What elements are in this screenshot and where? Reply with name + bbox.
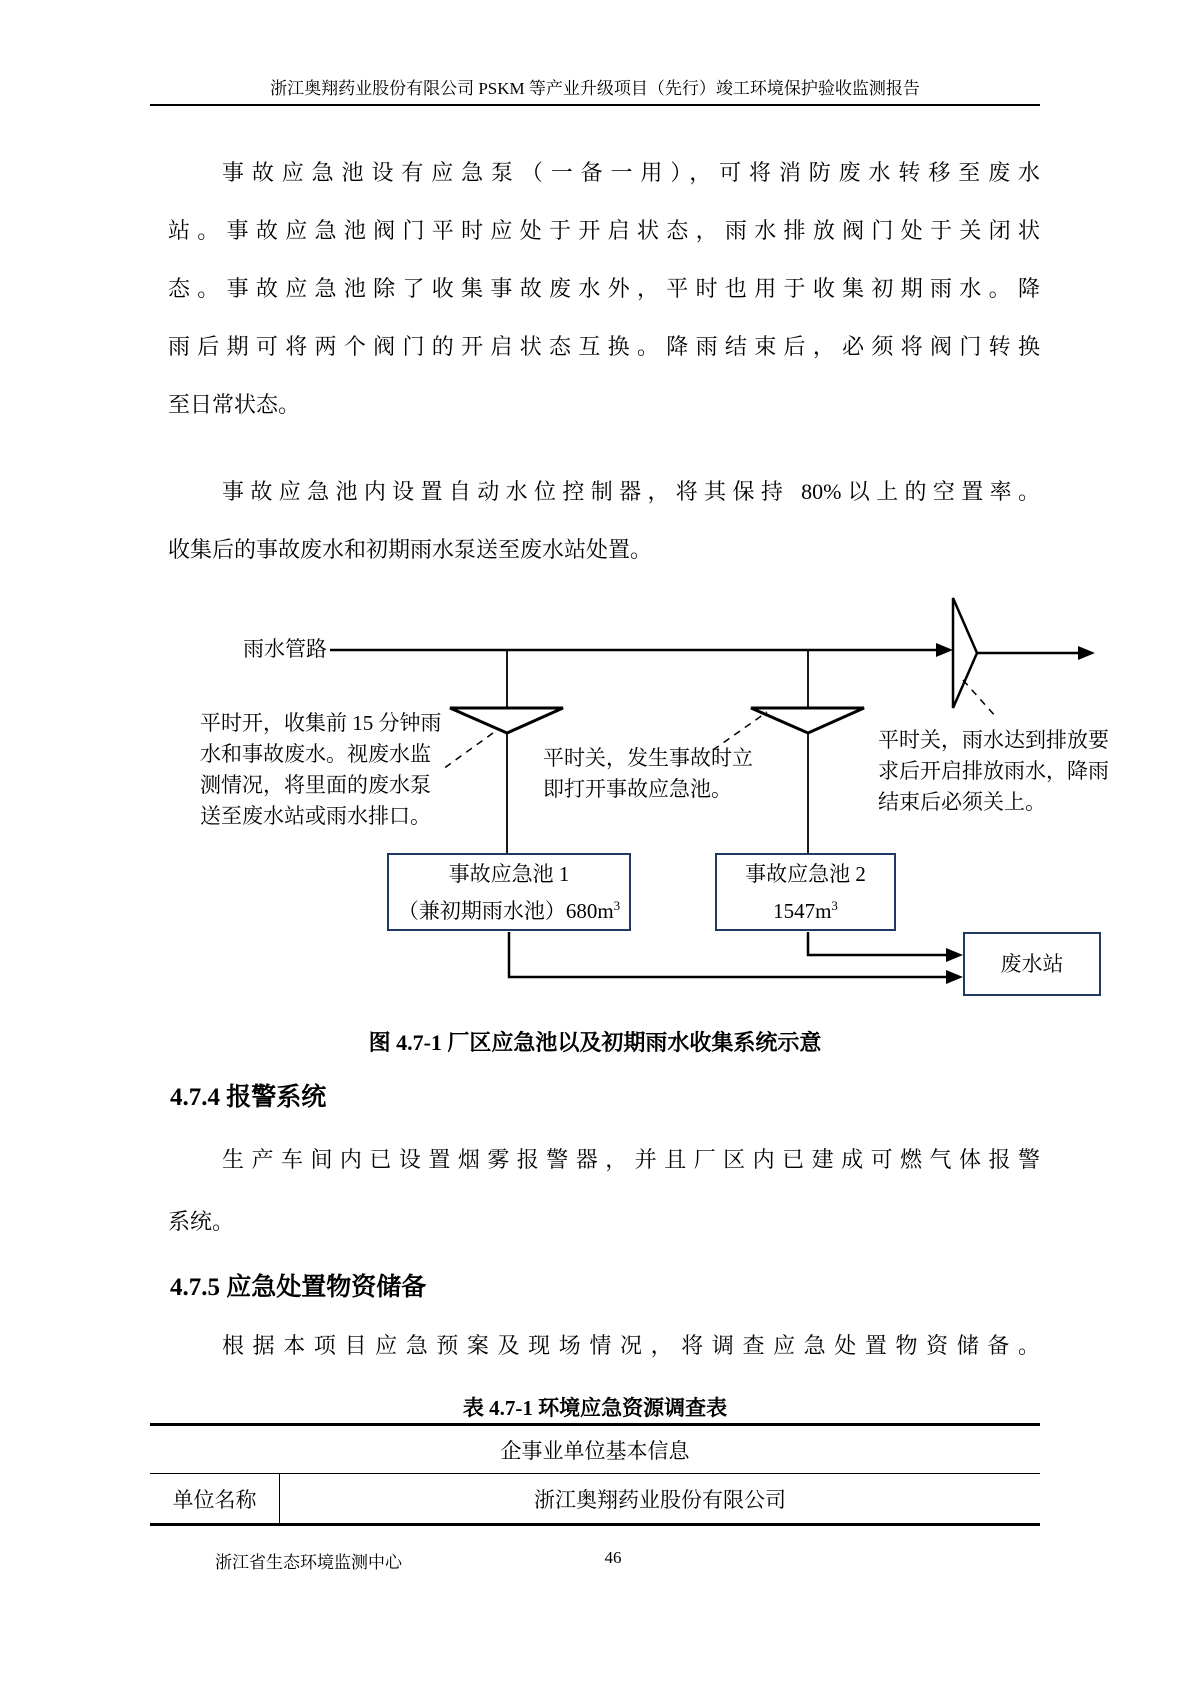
pool2-arrowhead-icon — [946, 948, 963, 962]
table-row — [150, 1474, 1040, 1523]
paragraph-line: 收集后的事故废水和初期雨水泵送至废水站处置。 — [168, 537, 653, 562]
discharge-arrowhead-icon — [1078, 646, 1095, 660]
footer-organization: 浙江省生态环境监测中心 — [215, 1553, 402, 1572]
annotation-right — [878, 725, 1109, 818]
pipe-arrowhead-icon — [936, 643, 953, 657]
paragraph-line: 雨后期可将两个阀门的开启状态互换。降雨结束后，必须将阀门转换 — [168, 334, 1040, 359]
annotation-line: 平时关，雨水达到排放要 — [878, 728, 1109, 752]
annotation-left — [200, 708, 442, 832]
annotation-line: 平时关，发生事故时立 — [543, 746, 753, 770]
funnel-valve-2-icon — [751, 708, 864, 733]
paragraph-line: 系统。 — [168, 1209, 235, 1234]
leader-left-dashed — [443, 733, 493, 769]
paragraph-line: 生产车间内已设置烟雾报警器，并且厂区内已建成可燃气体报警 — [222, 1147, 1040, 1172]
footer-page-number: 46 — [604, 1548, 622, 1567]
table-cell-label: 单位名称 — [150, 1474, 280, 1523]
section-heading-474: 4.7.4 报警系统 — [170, 1084, 327, 1111]
pool1-volume: （兼初期雨水池）$680m^3$ — [397, 897, 621, 923]
pool2-title: 事故应急池 2 — [745, 861, 866, 886]
paragraph-line: 事故应急池内设置自动水位控制器，将其保持 80%以上的空置率。 — [222, 479, 1040, 504]
leader-right-dashed — [963, 680, 997, 718]
annotation-line: 水和事故废水。视废水监 — [200, 742, 431, 766]
resource-survey-table — [150, 1423, 1040, 1526]
header-rule — [150, 104, 1040, 106]
annotation-line: 送至废水站或雨水排口。 — [200, 804, 431, 828]
pool2-box — [715, 853, 896, 931]
annotation-middle — [543, 743, 753, 805]
pool1-arrowhead-icon — [946, 970, 963, 984]
annotation-line: 平时开，收集前 15 分钟雨 — [200, 711, 442, 735]
paragraph-line: 事故应急池设有应急泵（一备一用），可将消防废水转移至废水 — [222, 160, 1040, 185]
table-section-header: 企事业单位基本信息 — [150, 1426, 1040, 1474]
paragraph-line: 站。事故应急池阀门平时应处于开启状态，雨水排放阀门处于关闭状 — [168, 218, 1040, 243]
table-cell-value: 浙江奥翔药业股份有限公司 — [534, 1487, 786, 1512]
table-caption: 表 4.7-1 环境应急资源调查表 — [462, 1396, 728, 1420]
paragraph-line: 至日常状态。 — [168, 392, 301, 417]
pool2-volume: $1547m^3$ — [773, 897, 838, 923]
section-heading-475: 4.7.5 应急处置物资储备 — [170, 1274, 427, 1301]
waste-station-label: 废水站 — [1000, 952, 1064, 976]
annotation-line: 结束后必须关上。 — [878, 790, 1046, 814]
paragraph-line: 根据本项目应急预案及现场情况，将调查应急处置物资储备。 — [222, 1333, 1040, 1358]
funnel-valve-1-icon — [450, 708, 563, 733]
rain-pipe-label: 雨水管路 — [243, 637, 327, 661]
annotation-line: 求后开启排放雨水，降雨 — [878, 759, 1109, 783]
figure-caption: 图 4.7-1 厂区应急池以及初期雨水收集系统示意 — [368, 1030, 822, 1055]
waste-station-box — [963, 932, 1101, 996]
pool1-box — [387, 853, 631, 931]
annotation-line: 测情况，将里面的废水泵 — [200, 773, 431, 797]
paragraph-line: 态。事故应急池除了收集事故废水外，平时也用于收集初期雨水。降 — [168, 276, 1040, 301]
page-header-title: 浙江奥翔药业股份有限公司 PSKM 等产业升级项目（先行）竣工环境保护验收监测报告 — [270, 79, 920, 98]
annotation-line: 即打开事故应急池。 — [543, 777, 732, 801]
pool1-title: 事故应急池 1 — [448, 861, 570, 886]
pool2-to-station-line — [808, 932, 946, 955]
